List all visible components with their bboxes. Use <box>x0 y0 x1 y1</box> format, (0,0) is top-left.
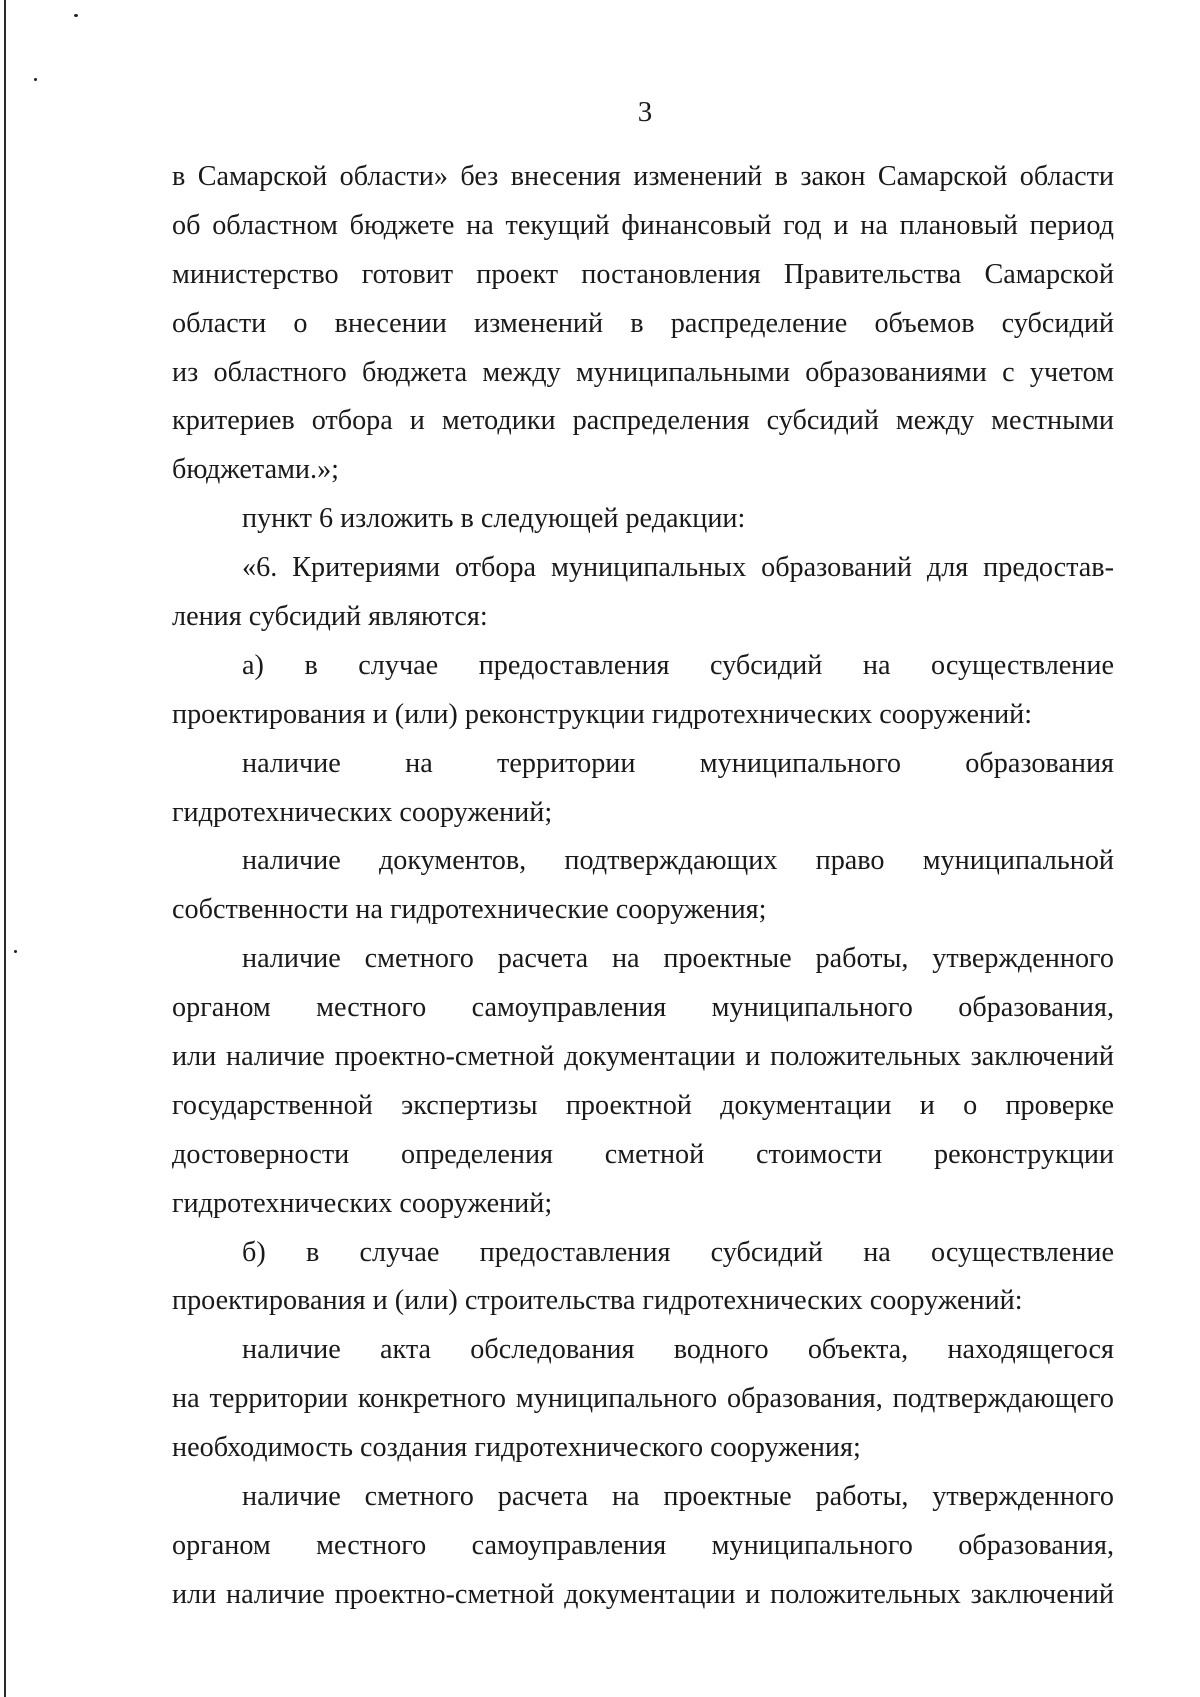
text-line: органом местного самоуправления муниципального образования, <box>172 1529 1114 1561</box>
text-line: наличие на территории муниципального образования <box>242 747 1114 779</box>
text-line: проектирования и (или) реконструкции гидротехнических сооружений: <box>172 698 1033 730</box>
text-line: бюджетами.»; <box>172 454 339 486</box>
paragraph <box>172 1229 1114 1327</box>
text-line: области о внесении изменений в распределение объемов субсидий <box>172 307 1114 339</box>
text-line: наличие документов, подтверждающих право муниципальной <box>242 845 1114 877</box>
page-number: 3 <box>637 96 653 128</box>
text-line: наличие сметного расчета на проектные работы, утвержденного <box>242 1481 1114 1513</box>
text-line: органом местного самоуправления муниципального образования, <box>172 992 1114 1024</box>
text-line: или наличие проектно-сметной документации и положительных заключений <box>172 1578 1114 1610</box>
paragraph <box>172 837 1114 935</box>
text-line: или наличие проектно-сметной документации и положительных заключений <box>172 1041 1114 1073</box>
text-line: на территории конкретного муниципального образования, подтверждающего <box>172 1383 1114 1415</box>
paragraph <box>172 153 1114 495</box>
text-line: собственности на гидротехнические сооружения; <box>172 894 767 926</box>
text-line: гидротехнических сооружений; <box>172 796 553 828</box>
paragraph <box>172 495 1114 544</box>
text-line: об областном бюджете на текущий финансовый год и на плановый период <box>172 209 1114 241</box>
paragraph <box>172 1473 1114 1620</box>
text-line: «6. Критериями отбора муниципальных образований для предостав- <box>242 552 1114 584</box>
text-line: а) в случае предоставления субсидий на осуществление <box>242 649 1114 681</box>
text-line: в Самарской области» без внесения изменений в закон Самарской области <box>172 161 1114 192</box>
text-line: из областного бюджета между муниципальными образованиями с учетом <box>172 356 1114 388</box>
text-line: государственной экспертизы проектной документации и о проверке <box>172 1089 1114 1121</box>
scan-speck <box>74 14 78 17</box>
scan-speck <box>14 950 17 953</box>
document-body <box>172 153 1114 1620</box>
text-line: ления субсидий являются: <box>172 601 488 633</box>
scan-border-line <box>4 0 6 1697</box>
text-line: наличие акта обследования водного объекта, находящегося <box>242 1334 1114 1366</box>
text-line: гидротехнических сооружений; <box>172 1187 553 1219</box>
text-line: критериев отбора и методики распределения субсидий между местными <box>172 405 1114 437</box>
text-line: наличие сметного расчета на проектные работы, утвержденного <box>242 943 1114 975</box>
paragraph <box>172 1326 1114 1473</box>
text-line: необходимость создания гидротехнического сооружения; <box>172 1432 861 1464</box>
text-line: министерство готовит проект постановления Правительства Самарской <box>172 258 1114 290</box>
paragraph <box>172 642 1114 740</box>
text-line: пункт 6 изложить в следующей редакции: <box>242 503 746 535</box>
text-line: б) в случае предоставления субсидий на осуществление <box>242 1236 1114 1268</box>
scan-speck <box>34 78 37 81</box>
paragraph <box>172 935 1114 1228</box>
text-line: проектирования и (или) строительства гидротехнических сооружений: <box>172 1285 1023 1317</box>
paragraph <box>172 740 1114 838</box>
paragraph <box>172 544 1114 642</box>
text-line: достоверности определения сметной стоимости реконструкции <box>172 1138 1114 1170</box>
